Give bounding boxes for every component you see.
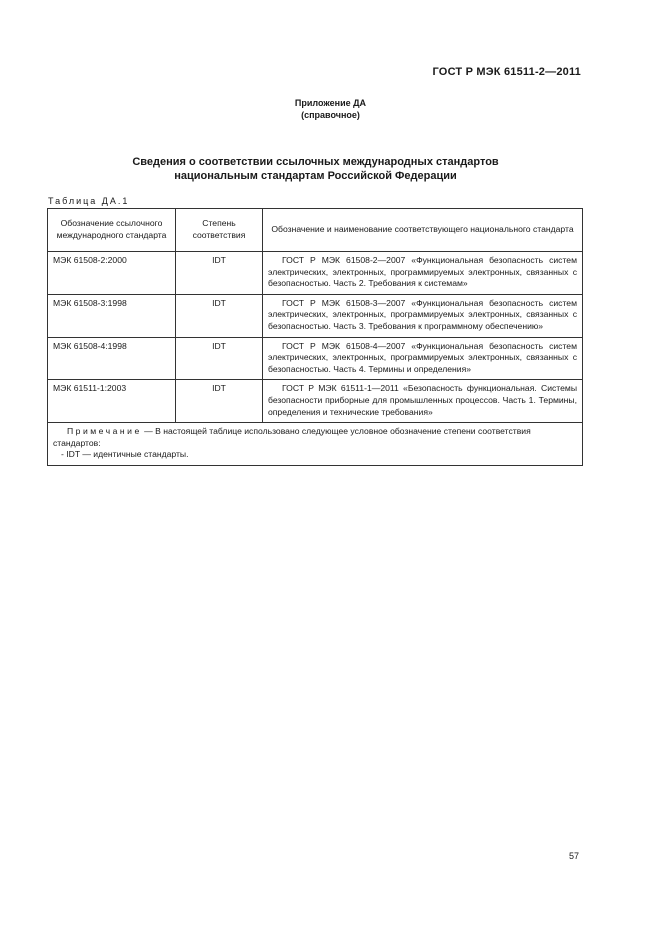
note-label: Примечание bbox=[67, 426, 142, 437]
cell-degree: IDT bbox=[176, 294, 263, 337]
cell-degree: IDT bbox=[176, 380, 263, 423]
table-row bbox=[48, 294, 583, 337]
cell-national-standard: ГОСТ Р МЭК 61508-3—2007 «Функциональная безопасность систем электрических, электронных, программируемых электронных, связанных с безопасностью. Часть 3. Требования к программному обеспечению» bbox=[263, 294, 583, 337]
cell-ref-standard: МЭК 61511-1:2003 bbox=[48, 380, 176, 423]
cell-ref-standard: МЭК 61508-2:2000 bbox=[48, 252, 176, 295]
table-note-row bbox=[48, 423, 583, 466]
header-ref-standard: Обозначение ссылочного международного стандарта bbox=[48, 209, 176, 252]
table-header-row bbox=[48, 209, 583, 252]
page-number: 57 bbox=[569, 851, 580, 861]
note-item: - IDT — идентичные стандарты. bbox=[61, 449, 189, 460]
appendix-title: Приложение ДА bbox=[294, 98, 367, 108]
cell-national-standard: ГОСТ Р МЭК 61508-2—2007 «Функциональная безопасность систем электрических, электронных, программируемых электронных, связанных с безопасностью. Часть 2. Требования к системам» bbox=[263, 252, 583, 295]
cell-degree: IDT bbox=[176, 252, 263, 295]
header-national-standard: Обозначение и наименование соответствующего национального стандарта bbox=[263, 209, 583, 252]
cell-national-standard: ГОСТ Р МЭК 61511-1—2011 «Безопасность функциональная. Системы безопасности приборные для промышленных процессов. Часть 1. Термины, определения и технические требования» bbox=[263, 380, 583, 423]
standard-code-header: ГОСТ Р МЭК 61511-2—2011 bbox=[432, 66, 581, 78]
table-row bbox=[48, 252, 583, 295]
correspondence-table bbox=[47, 208, 583, 466]
table-row bbox=[48, 337, 583, 380]
appendix-subtitle: (справочное) bbox=[301, 110, 360, 120]
note-body: — В настоящей таблице использовано следующее условное обозначение степени соответствия стандартов: bbox=[53, 426, 531, 448]
document-title-line2: национальным стандартам Российской Федерации bbox=[174, 170, 457, 182]
cell-ref-standard: МЭК 61508-3:1998 bbox=[48, 294, 176, 337]
appendix-heading bbox=[0, 97, 661, 121]
cell-ref-standard: МЭК 61508-4:1998 bbox=[48, 337, 176, 380]
table-note bbox=[48, 423, 583, 466]
cell-degree: IDT bbox=[176, 337, 263, 380]
cell-national-standard: ГОСТ Р МЭК 61508-4—2007 «Функциональная безопасность систем электрических, электронных, программируемых электронных, связанных с безопасностью. Часть 4. Термины и определения» bbox=[263, 337, 583, 380]
document-title-line1: Сведения о соответствии ссылочных международных стандартов bbox=[132, 156, 499, 168]
table-label: Таблица ДА.1 bbox=[48, 196, 130, 206]
table-row bbox=[48, 380, 583, 423]
note-text bbox=[53, 426, 577, 449]
header-degree: Степень соответствия bbox=[176, 209, 263, 252]
document-title bbox=[0, 155, 631, 183]
